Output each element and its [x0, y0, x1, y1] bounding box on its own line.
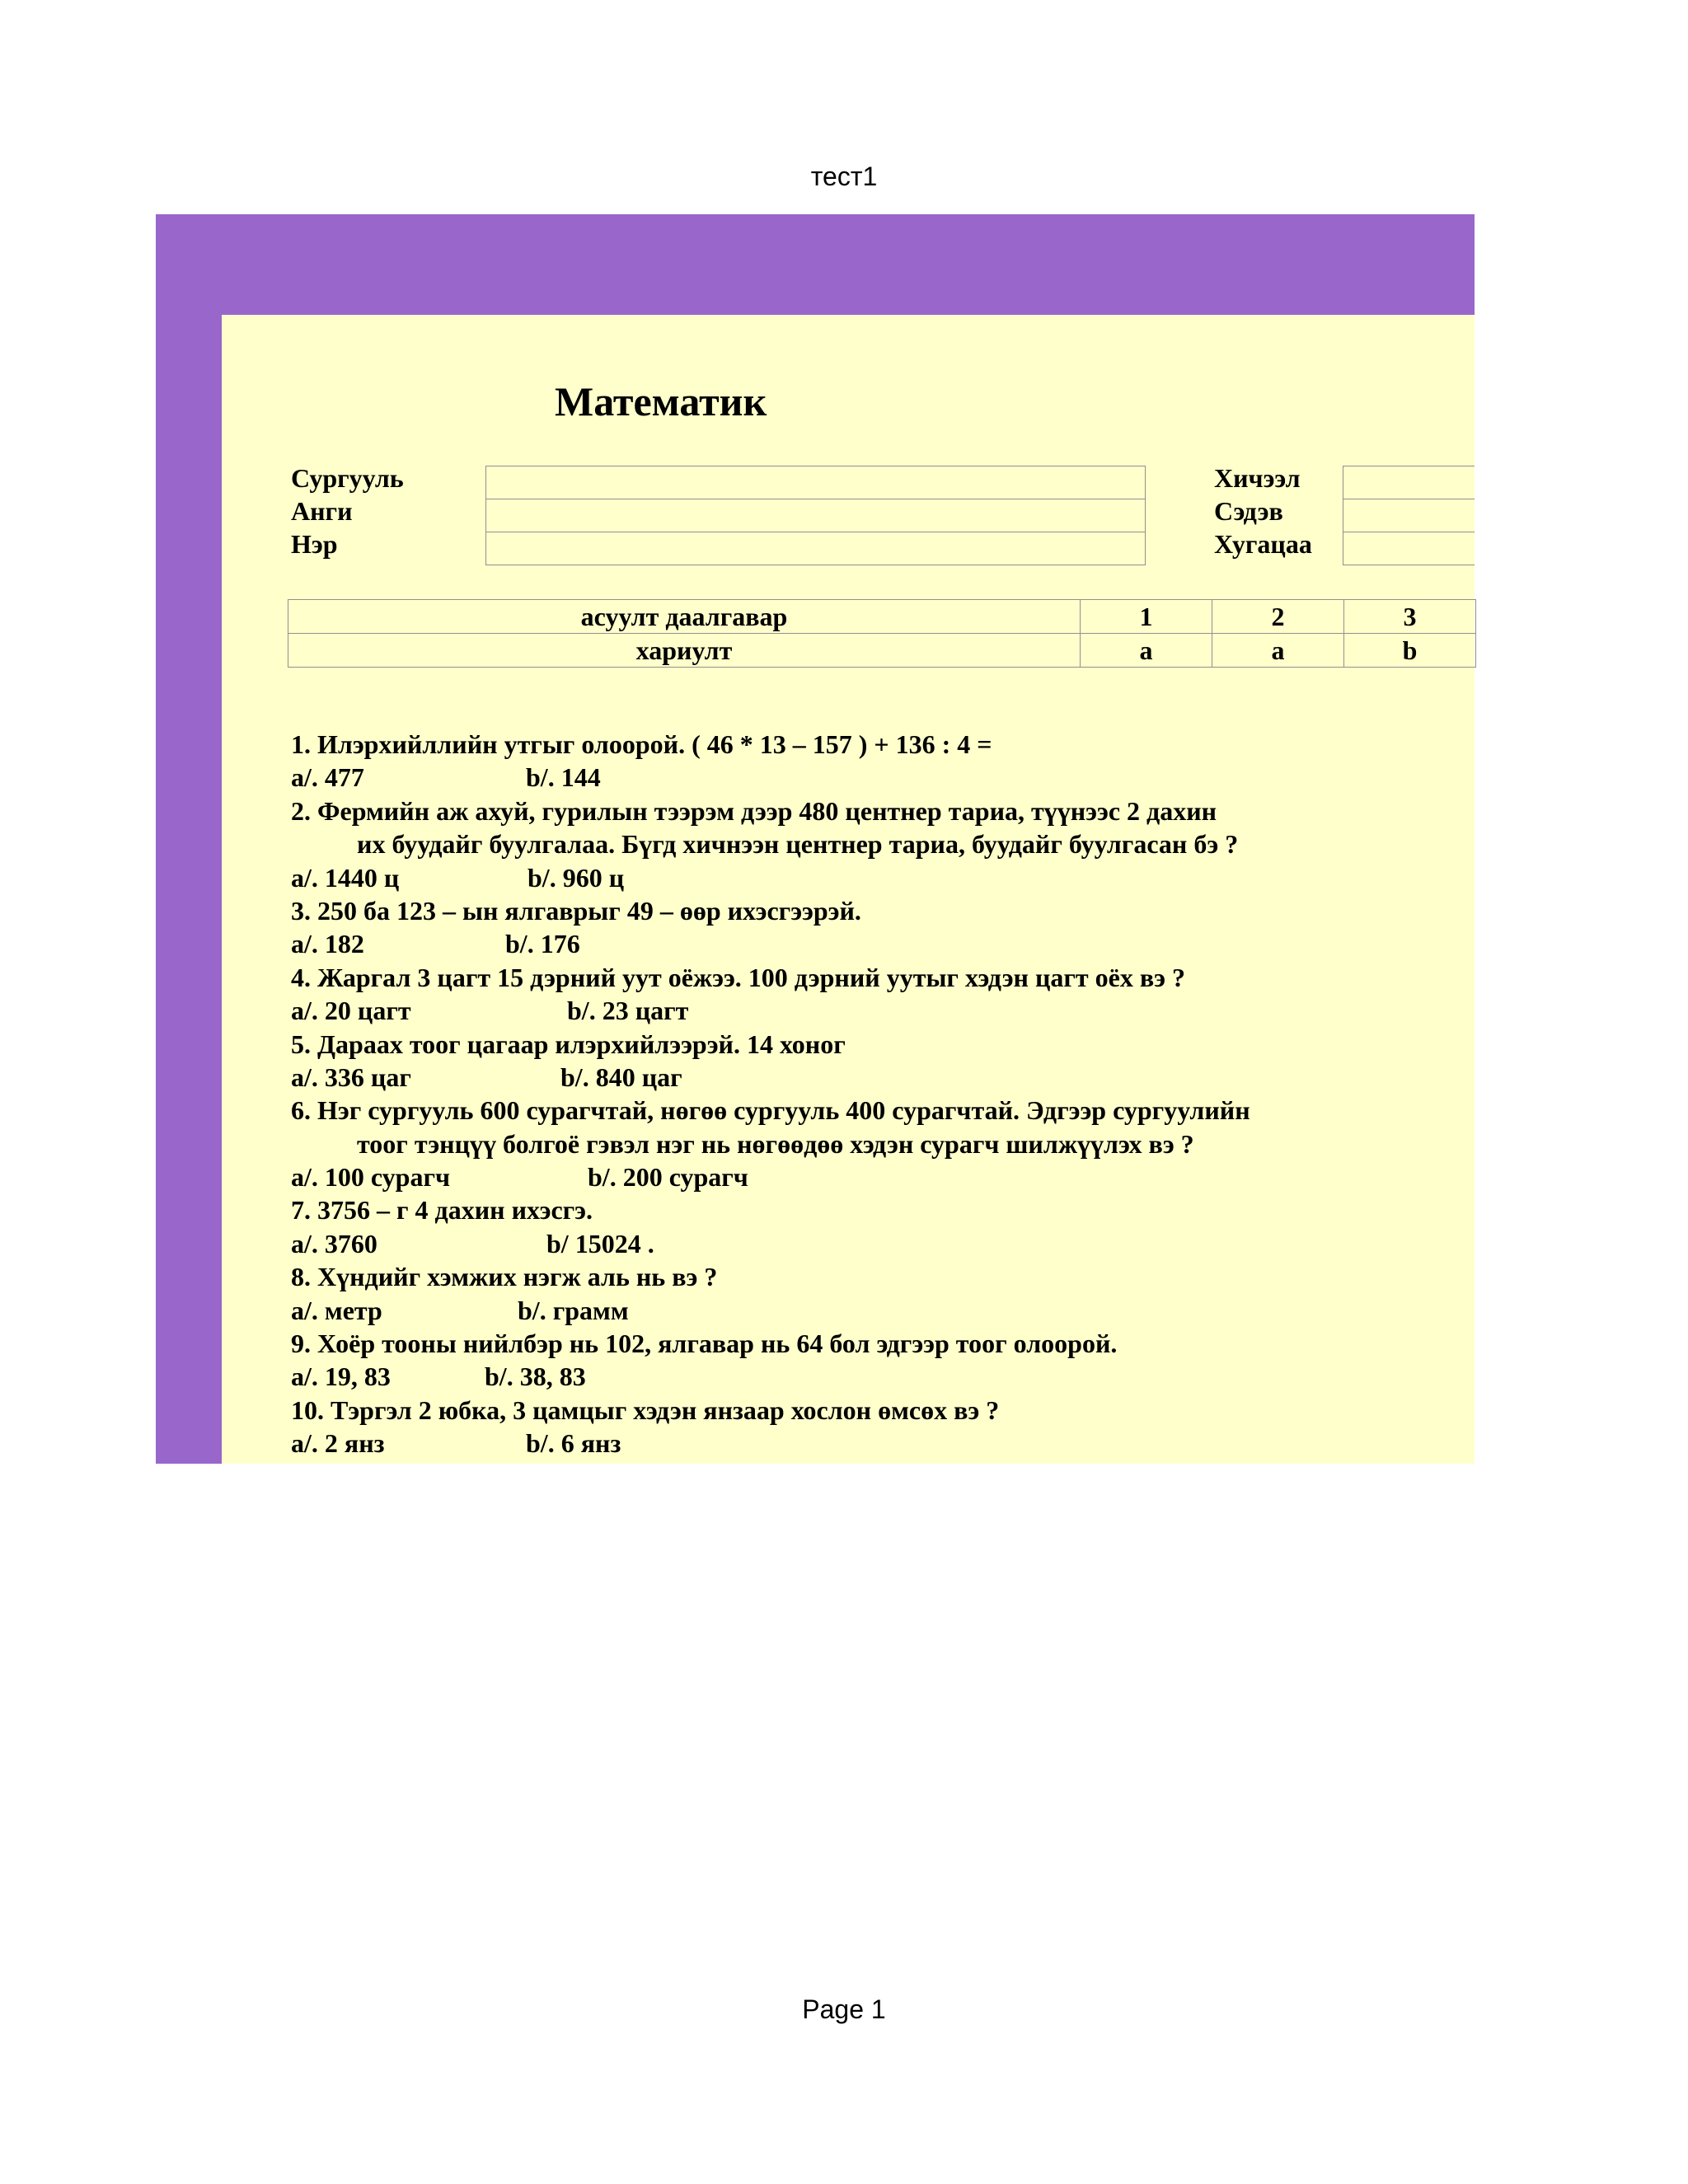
school-field[interactable] — [485, 466, 1146, 499]
question-text-continued: тоог тэнцүү болгоё гэвэл нэг нь нөгөөдөө хэдэн сурагч шилжүүлэх вэ ? — [357, 1128, 1194, 1159]
option-b: b/ 15024 . — [546, 1228, 654, 1258]
name-field[interactable] — [485, 532, 1146, 565]
option-a: a/. 336 цаг — [291, 1062, 411, 1092]
question-text-continued: их буудайг буулгалаа. Бүгд хичнээн центнер тариа, буудайг буулгасан бэ ? — [357, 829, 1239, 860]
label-duration: Хугацаа — [1214, 529, 1312, 559]
options-row — [291, 1294, 1461, 1327]
option-b: b/. 23 цагт — [567, 996, 689, 1026]
page-footer: Page 1 — [802, 1994, 886, 2024]
page-header: тест1 — [810, 162, 878, 191]
table-header-cell: асуулт даалгавар — [288, 600, 1081, 634]
question-text: 5. Дараах тоог цагаар илэрхийлээрэй. 14 хоног — [291, 1029, 846, 1059]
table-row — [288, 600, 1476, 634]
options-row — [291, 1061, 1461, 1094]
sheet-title: Математик — [555, 378, 767, 424]
option-a: a/. 2 янз — [291, 1428, 385, 1459]
table-cell: 1 — [1081, 600, 1212, 634]
option-b: b/. 6 янз — [526, 1428, 621, 1459]
option-b: b/. 840 цаг — [560, 1062, 682, 1092]
answer-cell[interactable]: a — [1081, 634, 1212, 668]
question-text: 4. Жаргал 3 цагт 15 дэрний уут оёжээ. 100 дэрний уутыг хэдэн цагт оёх вэ ? — [291, 962, 1185, 992]
option-a: a/. 1440 ц — [291, 862, 400, 893]
option-b: b/. 960 ц — [528, 862, 625, 893]
label-topic: Сэдэв — [1214, 496, 1283, 526]
option-a: a/. метр — [291, 1295, 382, 1325]
label-lesson: Хичээл — [1214, 463, 1301, 493]
question-text: 6. Нэг сургууль 600 сурагчтай, нөгөө сургууль 400 сурагчтай. Эдгээр сургуулийн — [291, 1095, 1250, 1126]
table-header-cell: хариулт — [288, 634, 1081, 668]
options-row — [291, 861, 1461, 894]
answer-cell[interactable]: b — [1344, 634, 1476, 668]
question-list — [291, 728, 1461, 1460]
topic-field[interactable] — [1343, 499, 1475, 532]
option-a: a/. 477 — [291, 762, 364, 793]
answer-cell[interactable]: a — [1212, 634, 1344, 668]
lesson-field[interactable] — [1343, 466, 1475, 499]
options-row — [291, 1160, 1461, 1193]
question-text: 3. 250 ба 123 – ын ялгаврыг 49 – өөр ихэсгээрэй. — [291, 895, 861, 926]
option-a: a/. 20 цагт — [291, 996, 411, 1026]
option-a: a/. 3760 — [291, 1228, 377, 1258]
option-b: b/. 144 — [526, 762, 601, 793]
label-grade: Анги — [291, 496, 353, 526]
question-text: 7. 3756 – г 4 дахин ихэсгэ. — [291, 1195, 593, 1226]
option-b: b/. 38, 83 — [485, 1361, 586, 1392]
purple-border-top — [156, 214, 1475, 315]
question-text: 2. Фермийн аж ахуй, гурилын тээрэм дээр 480 центнер тариа, түүнээс 2 дахин — [291, 795, 1217, 826]
table-row — [288, 634, 1476, 668]
option-a: a/. 100 сурагч — [291, 1162, 451, 1193]
options-row — [291, 1227, 1461, 1260]
options-row — [291, 994, 1461, 1027]
options-row — [291, 1360, 1461, 1393]
options-row — [291, 927, 1461, 960]
duration-field[interactable] — [1343, 532, 1475, 565]
option-a: a/. 19, 83 — [291, 1361, 391, 1392]
option-a: a/. 182 — [291, 929, 364, 959]
question-text: 1. Илэрхийллийн утгыг олоорой. ( 46 * 13 – 157 ) + 136 : 4 = — [291, 729, 992, 759]
purple-border-left — [156, 315, 222, 1464]
grade-field[interactable] — [485, 499, 1146, 532]
label-school: Сургууль — [291, 463, 404, 493]
options-row — [291, 761, 1461, 794]
table-cell: 3 — [1344, 600, 1476, 634]
option-b: b/. 200 сурагч — [588, 1162, 748, 1193]
question-text: 10. Тэргэл 2 юбка, 3 цамцыг хэдэн янзаар хослон өмсөх вэ ? — [291, 1394, 1000, 1425]
question-text: 9. Хоёр тооны нийлбэр нь 102, ялгавар нь 64 бол эдгээр тоог олоорой. — [291, 1329, 1118, 1359]
option-b: b/. 176 — [505, 929, 580, 959]
option-b: b/. грамм — [518, 1295, 629, 1325]
answer-table — [288, 599, 1476, 668]
table-cell: 2 — [1212, 600, 1344, 634]
options-row — [291, 1427, 1461, 1460]
label-name: Нэр — [291, 529, 338, 559]
question-text: 8. Хүндийг хэмжих нэгж аль нь вэ ? — [291, 1262, 718, 1292]
